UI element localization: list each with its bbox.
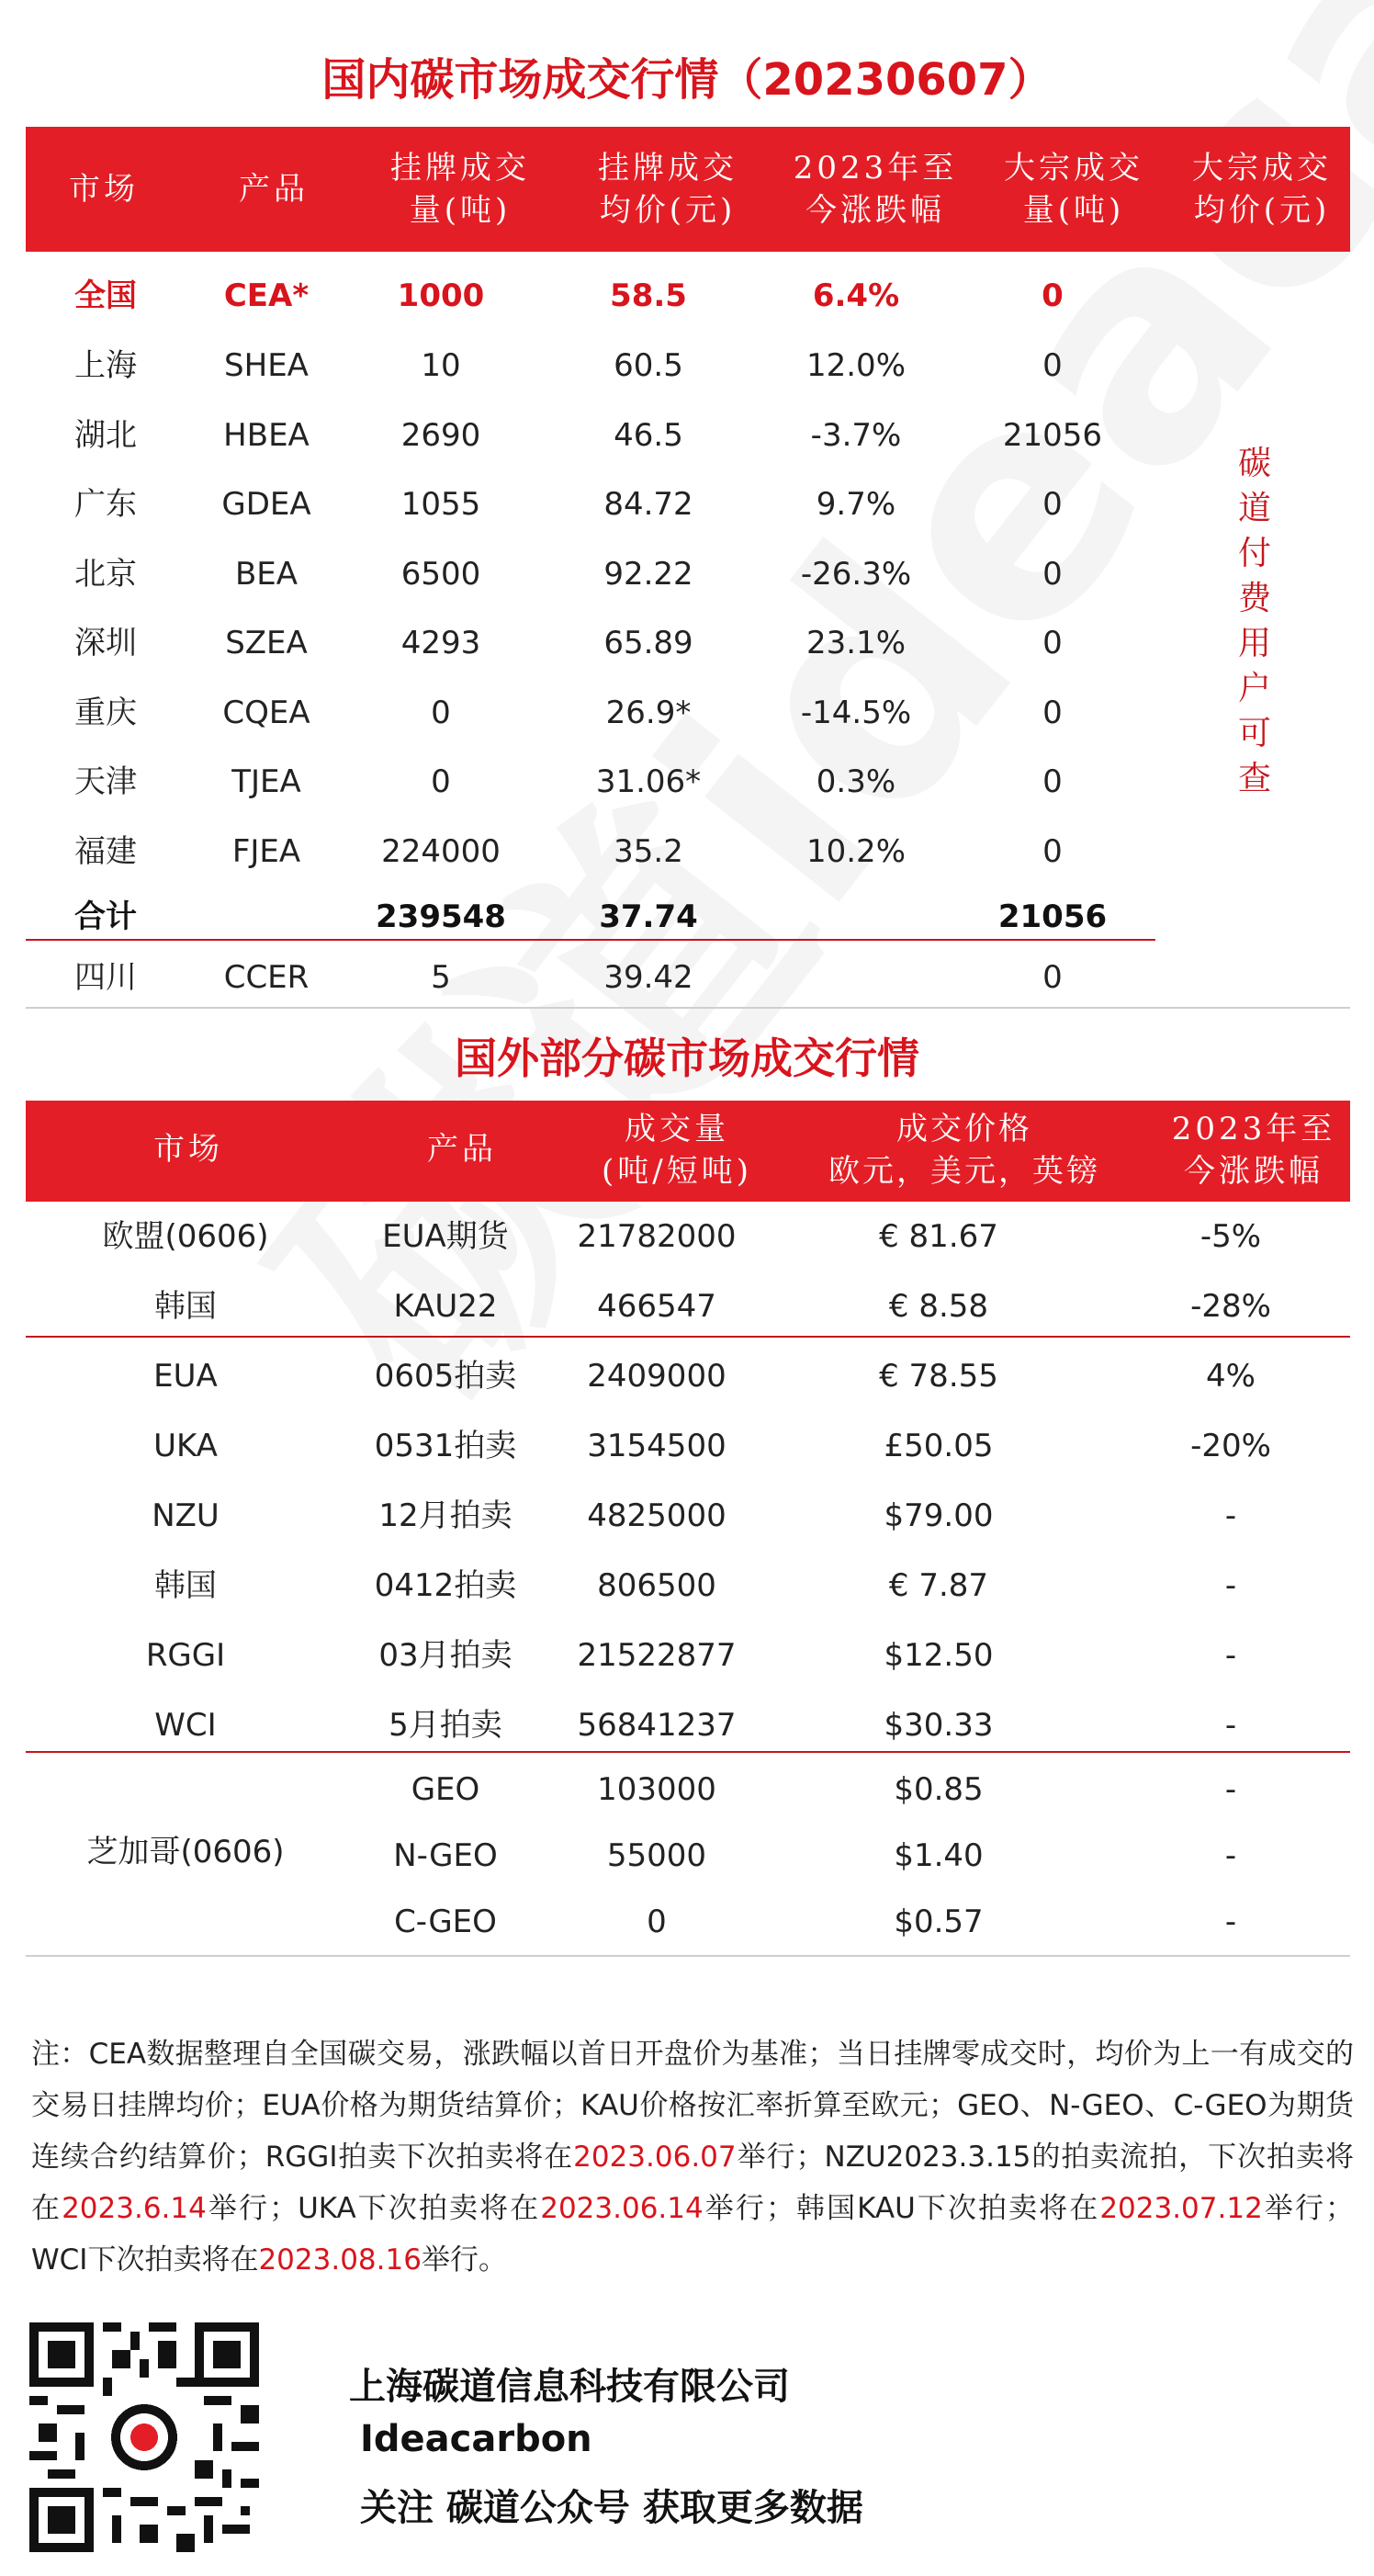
cell-volume: 4825000 (587, 1497, 726, 1534)
cell-price: € 8.58 (888, 1288, 989, 1325)
cell-ytd-change: -14.5% (800, 694, 912, 731)
cell-product: C-GEO (394, 1904, 497, 1940)
cell-price: $79.00 (884, 1497, 994, 1534)
cell-market: 全国 (74, 277, 137, 314)
cell-price: $0.85 (894, 1771, 984, 1808)
cell-market: EUA (153, 1358, 218, 1395)
cell-ytd-change: - (1224, 1837, 1237, 1874)
cell-product: CQEA (222, 694, 310, 731)
table-row (0, 1202, 1374, 1271)
header-ytd-change: 2023年至 今涨跌幅 (1171, 1111, 1336, 1190)
cell-listed-price: 92.22 (603, 555, 693, 593)
cell-block-volume: 0 (1042, 486, 1063, 523)
cell-listed-volume: 6500 (400, 555, 481, 593)
header-product: 产品 (427, 1131, 497, 1168)
cell-ytd-change: - (1224, 1707, 1237, 1744)
cell-block-volume: 21056 (1002, 416, 1103, 454)
table-row (0, 1481, 1374, 1551)
footnote (31, 2028, 1354, 2286)
cell-block-volume: 0 (1042, 832, 1063, 870)
cell-volume: 466547 (597, 1288, 716, 1325)
cell-volume: 3154500 (587, 1428, 726, 1464)
table-row (0, 608, 1374, 678)
foreign-title: 国外部分碳市场成交行情 (455, 1034, 919, 1083)
cell-product: CEA* (223, 277, 310, 314)
cell-product: 03月拍卖 (378, 1637, 512, 1674)
divider (26, 1336, 1350, 1338)
cell-listed-price: 31.06* (595, 763, 702, 800)
cell-listed-volume: 224000 (381, 832, 501, 870)
table-row (0, 1757, 1374, 1823)
cell-ytd-change: - (1224, 1771, 1237, 1808)
table-row (0, 1551, 1374, 1621)
cell-listed-volume: 239548 (376, 898, 506, 935)
cell-ytd-change: 12.0% (805, 347, 906, 384)
table-row (0, 1823, 1374, 1889)
table-row (0, 817, 1374, 887)
cell-market: 湖北 (74, 416, 137, 454)
note-date-wci: 2023.08.16 (258, 2243, 422, 2277)
cell-product: EUA期货 (382, 1218, 509, 1255)
divider (26, 1955, 1350, 1957)
cell-product (179, 882, 354, 952)
cell-ytd-change: - (1224, 1637, 1237, 1674)
table-row (0, 1271, 1374, 1341)
cell-price: $1.40 (894, 1837, 984, 1874)
note-text: 举行；韩国KAU下次拍卖将在 (703, 2192, 1100, 2225)
cell-listed-price: 46.5 (614, 416, 683, 454)
cell-block-volume: 0 (1042, 347, 1063, 384)
table-row (0, 1889, 1374, 1955)
cell-product: KAU22 (393, 1288, 498, 1325)
note-date-rggi: 2023.06.07 (573, 2141, 737, 2174)
table-row (0, 539, 1374, 609)
cell-ytd-change: -3.7% (810, 416, 902, 454)
header-block-price: 大宗成交 均价(元) (1192, 150, 1332, 229)
cell-market: 广东 (74, 486, 137, 523)
cell-ytd-change: 23.1% (805, 625, 906, 661)
cell-ytd-change: - (1224, 1567, 1237, 1604)
header-market: 市场 (153, 1131, 223, 1168)
cell-product: 0605拍卖 (374, 1358, 517, 1395)
cell-market: 合计 (74, 898, 137, 935)
table-row (0, 469, 1374, 539)
cell-listed-price: 65.89 (603, 625, 693, 661)
cell-product: 5月拍卖 (389, 1707, 502, 1744)
cell-listed-volume: 1000 (397, 277, 485, 314)
cell-product: FJEA (231, 832, 301, 870)
header-product: 产品 (239, 171, 309, 208)
cell-product: GDEA (221, 486, 311, 523)
cell-ytd-change: - (1224, 1497, 1237, 1534)
cell-product: 0412拍卖 (374, 1567, 517, 1604)
note-text: 举行；UKA下次拍卖将在 (206, 2192, 541, 2225)
table-row (0, 747, 1374, 817)
cell-listed-volume: 1055 (400, 486, 481, 523)
note-text: 举行；NZU2023.3.15的拍卖流拍，下次拍卖将在 (31, 2141, 1354, 2225)
cell-market: 福建 (74, 832, 137, 870)
cell-market: 韩国 (154, 1288, 217, 1325)
cell-market: RGGI (145, 1637, 226, 1674)
cell-market: 四川 (74, 959, 137, 996)
cell-market: 欧盟(0606) (102, 1218, 269, 1255)
domestic-header (26, 127, 1350, 252)
cell-listed-price: 35.2 (614, 832, 683, 870)
cell-listed-price: 26.9* (605, 694, 692, 731)
cell-ytd-change: 4% (1206, 1358, 1256, 1395)
cell-price: $30.33 (884, 1707, 994, 1744)
divider (26, 939, 1155, 941)
cell-market: 重庆 (74, 694, 137, 731)
cell-ytd-change: -28% (1190, 1288, 1271, 1325)
cell-market: NZU (152, 1497, 220, 1534)
table-row-national (0, 261, 1374, 331)
note-text: 举行。 (421, 2243, 507, 2277)
header-block-volume: 大宗成交 量(吨) (1004, 150, 1143, 229)
cell-product: SZEA (225, 625, 308, 661)
cell-ytd-change: 6.4% (812, 277, 900, 314)
cell-price: € 7.87 (888, 1567, 989, 1604)
cell-ytd-change: -20% (1190, 1428, 1271, 1464)
cell-product: SHEA (224, 347, 309, 384)
cell-product: 0531拍卖 (374, 1428, 517, 1464)
table-row-total (0, 882, 1374, 952)
cell-block-volume: 0 (1042, 277, 1064, 314)
header-market: 市场 (69, 171, 139, 208)
header-volume: 成交量 (吨/短吨) (602, 1111, 752, 1190)
paid-user-note: 碳 道 付 费 用 户 可 查 (1237, 445, 1271, 797)
table-row (0, 401, 1374, 470)
cell-block-volume: 0 (1042, 625, 1063, 661)
cell-volume: 0 (647, 1904, 667, 1940)
cell-product: TJEA (231, 763, 301, 800)
cell-block-volume: 0 (1042, 555, 1063, 593)
table-row (0, 1341, 1374, 1411)
cell-price: $0.57 (894, 1904, 984, 1940)
cell-market: 深圳 (74, 625, 137, 661)
cell-volume: 2409000 (587, 1358, 726, 1395)
table-row (0, 1690, 1374, 1760)
cell-product: CCER (223, 959, 310, 996)
qr-code-icon[interactable] (29, 2322, 259, 2552)
cell-listed-price: 58.5 (610, 277, 687, 314)
cell-volume: 56841237 (577, 1707, 737, 1744)
cell-price: £50.05 (884, 1428, 994, 1464)
cell-volume: 103000 (597, 1771, 716, 1808)
cell-ytd-change: - (1224, 1904, 1237, 1940)
domestic-title: 国内碳市场成交行情（20230607） (321, 54, 1053, 106)
header-price: 成交价格 欧元，美元，英镑 (828, 1111, 1100, 1190)
note-text: 举行；WCI下次拍卖将在 (31, 2192, 1355, 2277)
note-date-uka: 2023.06.14 (540, 2192, 704, 2225)
cell-listed-volume: 4293 (400, 625, 481, 661)
cell-product: BEA (234, 555, 298, 593)
cell-ytd-change (755, 882, 957, 952)
cell-volume: 21782000 (577, 1218, 737, 1255)
note-date-kau: 2023.07.12 (1099, 2192, 1263, 2225)
follow-text: 关注 碳道公众号 获取更多数据 (360, 2487, 863, 2529)
cell-listed-price: 37.74 (599, 898, 698, 935)
note-date-nzu: 2023.6.14 (62, 2192, 207, 2225)
cell-market: 北京 (74, 555, 137, 593)
table-row (0, 1621, 1374, 1690)
cell-product: N-GEO (393, 1837, 498, 1874)
cell-product: GEO (411, 1771, 480, 1808)
cell-product: 12月拍卖 (378, 1497, 512, 1534)
cell-market: 上海 (74, 347, 137, 384)
cell-volume: 55000 (606, 1837, 707, 1874)
table-row (0, 678, 1374, 748)
cell-product: HBEA (223, 416, 310, 454)
cell-price: $12.50 (884, 1637, 994, 1674)
chicago-market-cell: 芝加哥(0606) (86, 1834, 285, 1870)
cell-ytd-change: 10.2% (805, 832, 906, 870)
cell-market: 韩国 (154, 1567, 217, 1604)
cell-listed-price: 39.42 (603, 959, 693, 996)
cell-listed-volume: 0 (431, 763, 451, 800)
brand-name: Ideacarbon (360, 2418, 592, 2460)
cell-volume: 806500 (597, 1567, 716, 1604)
cell-listed-price: 60.5 (614, 347, 683, 384)
cell-ytd-change (755, 943, 957, 1012)
cell-market: WCI (154, 1707, 217, 1744)
cell-market: UKA (153, 1428, 218, 1464)
divider (26, 1007, 1350, 1009)
table-row-ccer (0, 943, 1374, 1012)
cell-listed-volume: 0 (431, 694, 451, 731)
company-name: 上海碳道信息科技有限公司 (349, 2366, 790, 2408)
note-text: 注：CEA数据整理自全国碳交易，涨跌幅以首日开盘价为基准；当日挂牌零成交时，均价为上一有成交的交易日挂牌均价；EUA价格为期货结算价；KAU价格按汇率折算至欧元；GEO、N-GEO、C-GEO为期货连续合约结算价；RGGI拍卖下次拍卖将在 (31, 2038, 1354, 2174)
cell-block-volume: 21056 (997, 898, 1108, 935)
cell-price: € 78.55 (879, 1358, 998, 1395)
header-listed-volume: 挂牌成交 量(吨) (390, 150, 530, 229)
cell-ytd-change: -26.3% (800, 555, 912, 593)
cell-block-volume: 0 (1042, 763, 1063, 800)
cell-volume: 21522877 (577, 1637, 737, 1674)
table-row (0, 1411, 1374, 1481)
cell-block-volume: 0 (1042, 959, 1063, 996)
cell-ytd-change: 0.3% (816, 763, 896, 800)
cell-price: € 81.67 (879, 1218, 998, 1255)
cell-market: 天津 (74, 763, 137, 800)
header-ytd-change: 2023年至 今涨跌幅 (793, 150, 958, 229)
table-row (0, 331, 1374, 401)
cell-block-volume: 0 (1042, 694, 1063, 731)
cell-listed-volume: 2690 (400, 416, 481, 454)
cell-ytd-change: -5% (1199, 1218, 1262, 1255)
cell-listed-volume: 10 (421, 347, 461, 384)
cell-ytd-change: 9.7% (816, 486, 896, 523)
foreign-header (26, 1101, 1350, 1202)
cell-listed-price: 84.72 (603, 486, 693, 523)
cell-listed-volume: 5 (431, 959, 451, 996)
header-listed-price: 挂牌成交 均价(元) (598, 150, 738, 229)
